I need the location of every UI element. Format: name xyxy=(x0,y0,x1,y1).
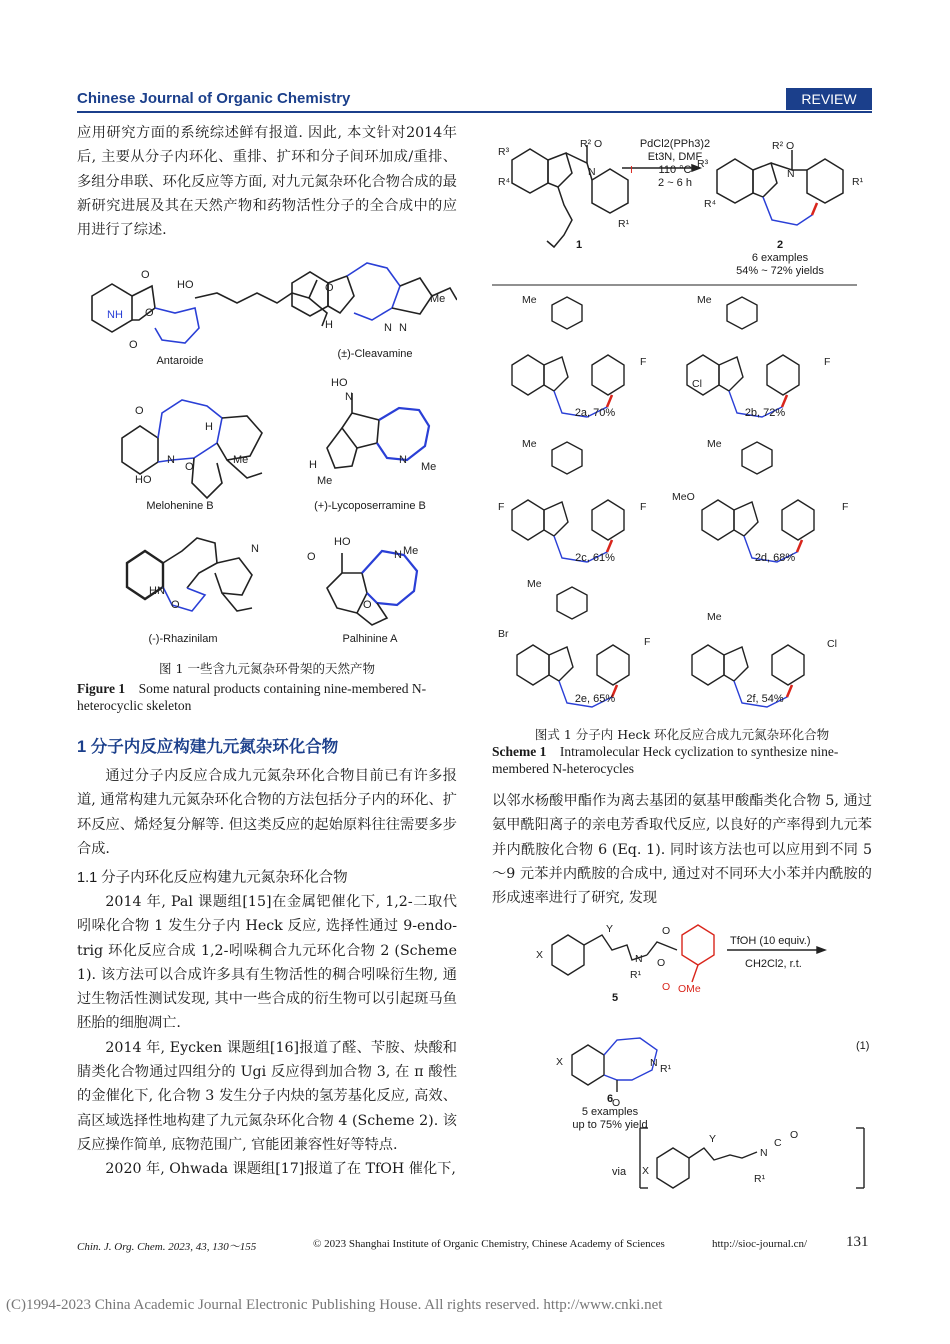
svg-text:R⁴: R⁴ xyxy=(704,198,717,210)
scheme1-caption-cn: 图式 1 分子内 Heck 环化反应合成九元氮杂环化合物 xyxy=(534,727,830,742)
svg-text:R¹: R¹ xyxy=(630,969,642,981)
svg-text:H: H xyxy=(309,459,317,471)
scheme1-conditions xyxy=(625,138,725,190)
label-cleavamine: (±)-Cleavamine xyxy=(337,348,413,360)
review-badge: REVIEW xyxy=(786,88,872,110)
product-2a: 2a, 70% xyxy=(574,407,616,419)
svg-text:N: N xyxy=(787,168,795,180)
scheme1-product-info xyxy=(730,239,830,278)
svg-text:N: N xyxy=(384,322,392,334)
svg-text:HO: HO xyxy=(177,279,194,291)
scheme1-graphic xyxy=(492,125,872,715)
figure1-structures xyxy=(77,258,457,658)
palhinine-structure xyxy=(327,551,417,625)
svg-text:Me: Me xyxy=(430,293,446,305)
svg-text:X: X xyxy=(536,949,544,961)
scheme1-examples: 6 examples xyxy=(751,252,809,264)
svg-text:F: F xyxy=(842,501,849,513)
svg-text:Y: Y xyxy=(709,1133,717,1145)
svg-text:H: H xyxy=(205,421,213,433)
svg-text:O: O xyxy=(657,957,666,969)
right-paragraph: 以邻水杨酸甲酯作为离去基团的氨基甲酸酯类化合物 5, 通过氨甲酰阳离子的亲电芳香取代反应, 以良好的产率得到九元苯并内酰胺化合物 6 (Eq. 1). 同时该方法也可以应用到不同 5～9 元苯并内酰胺的合成中, 通过对不同环大小苯并内酰胺的形成速率进行了研究, 发现 xyxy=(492,793,872,907)
svg-text:F: F xyxy=(824,356,831,368)
svg-text:R¹: R¹ xyxy=(754,1173,766,1185)
svg-text:OMe: OMe xyxy=(678,983,701,995)
svg-text:R² O: R² O xyxy=(772,140,795,152)
svg-text:O: O xyxy=(307,551,316,563)
svg-text:Me: Me xyxy=(317,475,333,487)
eq1-graphic xyxy=(492,920,872,1210)
eq1-yield: up to 75% yield xyxy=(572,1119,648,1131)
svg-text:O: O xyxy=(662,925,671,937)
svg-text:O: O xyxy=(129,339,138,351)
scheme1-caption-text: Intramolecular Heck cyclization to synthesize nine-membered N-heterocycles xyxy=(492,744,839,776)
eq1-sm-label: 5 xyxy=(612,992,619,1004)
svg-text:Me: Me xyxy=(697,294,712,306)
condition-temp: 110 °C xyxy=(658,164,692,176)
svg-text:H: H xyxy=(325,319,333,331)
scheme1-prod-label: 2 xyxy=(776,239,784,251)
svg-text:R² O: R² O xyxy=(580,138,603,150)
label-rhazinilam: (-)-Rhazinilam xyxy=(148,633,218,645)
journal-title: Chinese Journal of Organic Chemistry xyxy=(77,90,351,107)
svg-text:Me: Me xyxy=(403,545,419,557)
svg-text:N: N xyxy=(167,454,175,466)
svg-text:N: N xyxy=(650,1057,658,1069)
svg-text:Cl: Cl xyxy=(692,378,702,390)
rhazinilam-structure xyxy=(127,538,252,611)
svg-text:NH: NH xyxy=(107,309,123,321)
cnki-watermark: (C)1994-2023 China Academic Journal Electronic Publishing House. All rights reserved. http://www.cnki.net xyxy=(6,1297,663,1313)
svg-text:R¹: R¹ xyxy=(618,218,630,230)
svg-text:Me: Me xyxy=(527,578,542,590)
svg-text:Me: Me xyxy=(233,454,249,466)
svg-text:O: O xyxy=(662,981,671,993)
svg-text:R¹: R¹ xyxy=(660,1063,672,1075)
eq1-solvent: CH2Cl2, r.t. xyxy=(745,958,802,970)
label-melohenine: Melohenine B xyxy=(146,500,214,512)
svg-text:Me: Me xyxy=(707,438,722,450)
label-lycoposerramine: (+)-Lycoposerramine B xyxy=(314,500,426,512)
product-2c: 2c, 61% xyxy=(575,552,615,564)
svg-text:Me: Me xyxy=(522,438,537,450)
scheme1-label: Scheme 1 xyxy=(492,744,547,759)
svg-text:F: F xyxy=(644,636,651,648)
cleavamine-structure xyxy=(292,263,457,320)
svg-text:O: O xyxy=(171,599,180,611)
svg-text:X: X xyxy=(642,1165,650,1177)
footer-copyright: © 2023 Shanghai Institute of Organic Chemistry, Chinese Academy of Sciences xyxy=(313,1238,665,1250)
svg-text:N: N xyxy=(399,322,407,334)
svg-text:O: O xyxy=(790,1129,799,1141)
condition-time: 2 ~ 6 h xyxy=(658,177,692,189)
paragraph-pal: 2014 年, Pal 课题组[15]在金属钯催化下, 1,2-二取代吲哚化合物 1 发生分子内 Heck 反应, 选择性通过 9-endo-trig 环化反应合成 1,2-吲哚稠合九元环化合物 2 (Scheme 1). 该方法可以合成许多具有生物活性的稠合吲哚衍生物, 通过生物活性测试发现, 其中一些合成的衍生物可以引起斑马鱼胚胎的细胞凋亡. xyxy=(77,894,457,1032)
svg-text:C: C xyxy=(774,1137,782,1149)
eq1-product-info xyxy=(555,1093,665,1132)
eq1-via: via xyxy=(612,1166,627,1178)
section11-title: 1.1 分子内环化反应构建九元氮杂环化合物 xyxy=(77,870,348,886)
product-2e: 2e, 65% xyxy=(574,693,616,705)
label-palhinine: Palhinine A xyxy=(342,633,398,645)
svg-text:O: O xyxy=(135,405,144,417)
svg-text:R³: R³ xyxy=(697,158,709,170)
svg-text:R¹: R¹ xyxy=(852,176,864,188)
svg-text:F: F xyxy=(640,356,647,368)
product-2d: 2d, 68% xyxy=(754,552,796,564)
figure1-caption-en xyxy=(77,680,457,714)
svg-text:O: O xyxy=(612,1097,621,1109)
svg-text:X: X xyxy=(556,1056,564,1068)
svg-text:HO: HO xyxy=(331,377,348,389)
svg-text:O: O xyxy=(325,282,334,294)
eq1-examples: 5 examples xyxy=(581,1106,639,1118)
svg-text:HN: HN xyxy=(149,585,165,597)
figure1-caption-cn: 图 1 一些含九元氮杂环骨架的天然产物 xyxy=(159,661,375,676)
product-2f: 2f, 54% xyxy=(746,693,784,705)
body-paragraphs xyxy=(77,890,457,1182)
footer-url[interactable]: http://sioc-journal.cn/ xyxy=(712,1238,808,1250)
lycoposerramine-structure xyxy=(327,393,429,468)
svg-text:O: O xyxy=(145,307,154,319)
svg-text:Me: Me xyxy=(522,294,537,306)
svg-text:Me: Me xyxy=(421,461,437,473)
label-antaroide: Antaroide xyxy=(156,355,204,367)
condition-catalyst: PdCl2(PPh3)2 xyxy=(639,138,711,150)
svg-text:I: I xyxy=(630,164,633,176)
svg-text:N: N xyxy=(399,454,407,466)
svg-text:F: F xyxy=(640,501,647,513)
footer-citation: Chin. J. Org. Chem. 2023, 43, 130～155 xyxy=(77,1241,257,1253)
svg-text:HO: HO xyxy=(334,536,351,548)
eq1-number: (1) xyxy=(856,1040,870,1052)
svg-text:O: O xyxy=(363,599,372,611)
svg-text:MeO: MeO xyxy=(672,491,695,503)
svg-text:Br: Br xyxy=(498,628,509,640)
product-2b: 2b, 72% xyxy=(744,407,786,419)
header-rule xyxy=(77,111,872,113)
svg-text:O: O xyxy=(185,461,194,473)
svg-text:HO: HO xyxy=(135,474,152,486)
product-grid xyxy=(512,297,814,707)
scheme1-sm-label: 1 xyxy=(576,239,583,251)
svg-text:O: O xyxy=(141,269,150,281)
svg-text:Cl: Cl xyxy=(827,638,837,650)
scheme1-caption-en xyxy=(492,743,872,777)
svg-text:N: N xyxy=(760,1147,768,1159)
svg-text:N: N xyxy=(251,543,259,555)
scheme1-yields: 54% ~ 72% yields xyxy=(736,265,824,277)
paragraph-ohwada: 2020 年, Ohwada 课题组[17]报道了在 TfOH 催化下, xyxy=(105,1161,456,1178)
section1-paragraph: 通过分子内反应合成九元氮杂环化合物目前已有许多报道, 通常构建九元氮杂环化合物的方法包括分子内的环化、扩环反应、烯烃复分解等. 但这类反应的起始原料往往需要多步合成. xyxy=(77,768,457,857)
eq1-reagent: TfOH (10 equiv.) xyxy=(730,935,811,947)
figure1-label: Figure 1 xyxy=(77,681,126,696)
svg-text:Me: Me xyxy=(707,611,722,623)
paragraph-eycken: 2014 年, Eycken 课题组[16]报道了醛、苄胺、炔酸和腈类化合物通过四组分的 Ugi 反应得到加合物 3, 在 π 酸性的金催化下, 化合物 3 发生分子内炔的氢芳基化反应, 高效、高区域选择性地构建了九元氮杂环化合物 4 (Scheme 2). 该反应操作简单, 底物范围广, 官能团兼容性好等特点. xyxy=(77,1039,457,1153)
page-number: 131 xyxy=(846,1234,869,1250)
svg-text:N: N xyxy=(635,953,643,965)
intro-paragraph: 应用研究方面的系统综述鲜有报道. 因此, 本文针对2014年后, 主要从分子内环化、重排、扩环和分子间环加成/重排、多组分串联、环化反应等方面, 对九元氮杂环化合物合成的最新研究进展及其在天然产物和药物活性分子的全合成中的应用进行了综述. xyxy=(77,125,457,239)
eq1-prod-label: 6 xyxy=(606,1093,614,1105)
svg-text:N: N xyxy=(345,391,353,403)
condition-base: Et3N, DMF xyxy=(647,151,703,163)
figure1-caption-text: Some natural products containing nine-membered N-heterocyclic skeleton xyxy=(77,681,427,713)
svg-text:Y: Y xyxy=(606,923,614,935)
svg-text:F: F xyxy=(498,501,505,513)
svg-text:N: N xyxy=(588,166,596,178)
svg-text:R⁴: R⁴ xyxy=(498,176,511,188)
section1-title: 1 分子内反应构建九元氮杂环化合物 xyxy=(77,738,339,756)
svg-text:R³: R³ xyxy=(498,146,510,158)
svg-text:N: N xyxy=(394,549,402,561)
